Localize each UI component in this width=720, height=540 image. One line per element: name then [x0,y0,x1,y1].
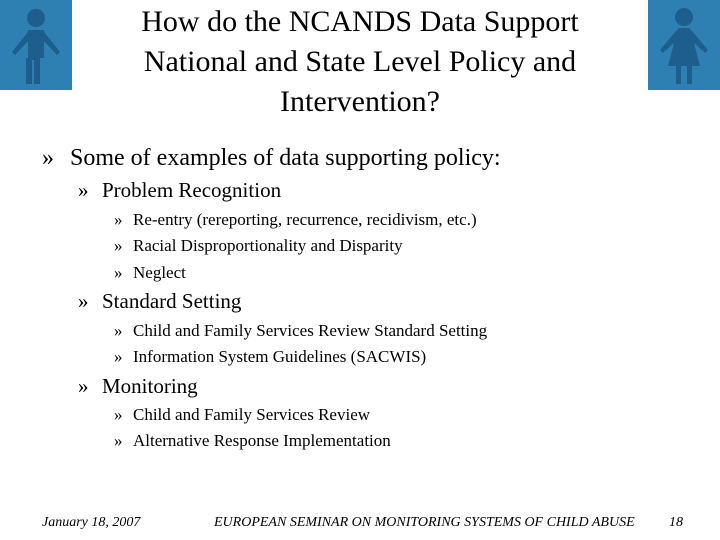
page-number: 18 [669,515,683,530]
footer-date: January 18, 2007 [42,515,141,530]
bullet-marker: » [114,321,123,340]
girl-figure-icon [648,0,720,90]
bullet-marker: » [114,347,123,366]
bullet-text: Some of examples of data supporting policy: [70,145,501,171]
footer-event: EUROPEAN SEMINAR ON MONITORING SYSTEMS OF CHILD ABUSE [214,515,635,530]
list-item: » Child and Family Services Review Standard Setting [114,321,488,340]
title-line-1: How do the NCANDS Data Support [141,5,579,38]
list-item: » Information System Guidelines (SACWIS) [114,347,427,366]
list-item: » Re-entry (rereporting, recurrence, recidivism, etc.) [114,210,477,229]
bullet-marker: » [42,145,54,171]
title-line-3: Intervention? [280,85,440,118]
title-line-2: National and State Level Policy and [143,45,577,78]
slide-title [80,2,640,122]
bullet-marker: » [78,178,89,202]
list-item: » Racial Disproportionality and Disparity [114,236,403,255]
bullet-marker: » [114,431,123,450]
section-heading-problem-recognition: » Problem Recognition [78,178,282,202]
bullet-level1 [42,143,501,173]
section-heading-standard-setting: » Standard Setting [78,289,242,313]
section-heading-monitoring: » Monitoring [78,374,198,398]
list-item: » Neglect [114,263,186,282]
bullet-marker: » [114,263,123,282]
bullet-marker: » [114,210,123,229]
bullet-marker: » [114,405,123,424]
boy-figure-icon [0,0,72,90]
bullet-marker: » [114,236,123,255]
bullet-marker: » [78,374,89,398]
bullet-marker: » [78,289,89,313]
list-item: » Alternative Response Implementation [114,431,391,450]
list-item: » Child and Family Services Review [114,405,371,424]
